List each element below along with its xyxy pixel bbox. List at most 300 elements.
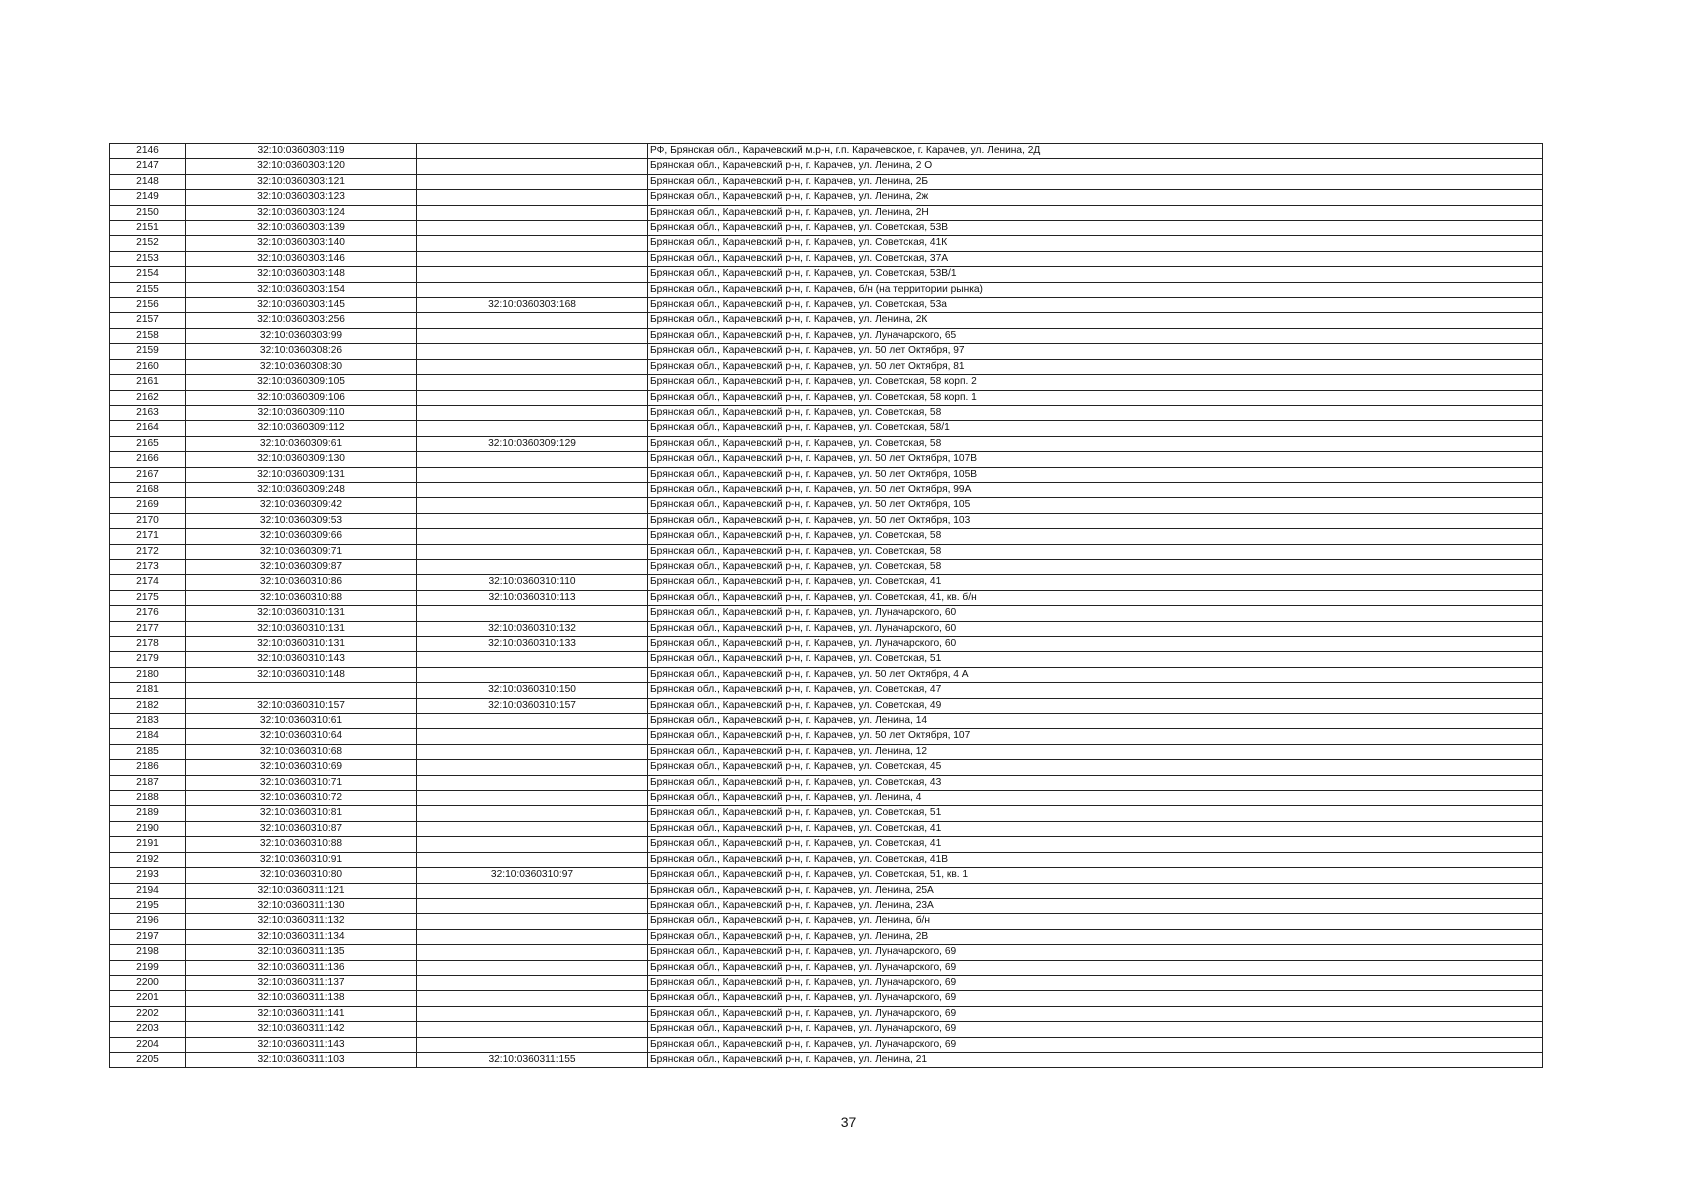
related-cadastral-number-cell: [417, 1022, 648, 1037]
related-cadastral-number-cell: [417, 236, 648, 251]
table-row: [110, 837, 1543, 852]
address-cell: Брянская обл., Карачевский р-н, г. Карачев, ул. Советская, 41: [648, 821, 1543, 836]
related-cadastral-number-cell: [417, 960, 648, 975]
cadastral-number-cell: 32:10:0360303:124: [186, 205, 417, 220]
cadastral-number-cell: 32:10:0360310:64: [186, 729, 417, 744]
cadastral-number-cell: 32:10:0360303:120: [186, 159, 417, 174]
row-number-cell: 2167: [110, 467, 186, 482]
cadastral-number-cell: 32:10:0360310:91: [186, 852, 417, 867]
table-row: [110, 190, 1543, 205]
address-cell: Брянская обл., Карачевский р-н, г. Карачев, ул. Советская, 51: [648, 806, 1543, 821]
table-row: [110, 991, 1543, 1006]
address-cell: РФ, Брянская обл., Карачевский м.р-н, г.п. Карачевское, г. Карачев, ул. Ленина, 2Д: [648, 144, 1543, 159]
related-cadastral-number-cell: [417, 760, 648, 775]
cadastral-number-cell: 32:10:0360309:131: [186, 467, 417, 482]
row-number-cell: 2181: [110, 683, 186, 698]
address-cell: Брянская обл., Карачевский р-н, г. Карачев, ул. 50 лет Октября, 97: [648, 344, 1543, 359]
related-cadastral-number-cell: [417, 328, 648, 343]
cadastral-number-cell: 32:10:0360309:248: [186, 482, 417, 497]
cadastral-number-cell: 32:10:0360309:53: [186, 513, 417, 528]
related-cadastral-number-cell: [417, 498, 648, 513]
address-cell: Брянская обл., Карачевский р-н, г. Карачев, ул. Советская, 45: [648, 760, 1543, 775]
table-row: [110, 251, 1543, 266]
row-number-cell: 2200: [110, 975, 186, 990]
table-row: [110, 806, 1543, 821]
cadastral-number-cell: 32:10:0360311:137: [186, 975, 417, 990]
table-row: [110, 852, 1543, 867]
address-cell: Брянская обл., Карачевский р-н, г. Карачев, ул. Луначарского, 69: [648, 1022, 1543, 1037]
table-row: [110, 359, 1543, 374]
row-number-cell: 2194: [110, 883, 186, 898]
row-number-cell: 2179: [110, 652, 186, 667]
related-cadastral-number-cell: [417, 975, 648, 990]
related-cadastral-number-cell: [417, 898, 648, 913]
address-cell: Брянская обл., Карачевский р-н, г. Карачев, ул. 50 лет Октября, 105В: [648, 467, 1543, 482]
related-cadastral-number-cell: [417, 344, 648, 359]
address-cell: Брянская обл., Карачевский р-н, г. Карачев, ул. Советская, 41К: [648, 236, 1543, 251]
row-number-cell: 2174: [110, 575, 186, 590]
cadastral-number-cell: 32:10:0360310:148: [186, 667, 417, 682]
table-row: [110, 621, 1543, 636]
related-cadastral-number-cell: [417, 806, 648, 821]
cadastral-number-cell: 32:10:0360309:130: [186, 452, 417, 467]
cadastral-number-cell: 32:10:0360309:105: [186, 375, 417, 390]
cadastral-number-cell: 32:10:0360311:143: [186, 1037, 417, 1052]
row-number-cell: 2151: [110, 221, 186, 236]
address-cell: Брянская обл., Карачевский р-н, г. Карачев, ул. Луначарского, 69: [648, 1037, 1543, 1052]
address-cell: Брянская обл., Карачевский р-н, г. Карачев, ул. Советская, 58 корп. 2: [648, 375, 1543, 390]
row-number-cell: 2192: [110, 852, 186, 867]
table-row: [110, 729, 1543, 744]
address-cell: Брянская обл., Карачевский р-н, г. Карачев, ул. Советская, 53В: [648, 221, 1543, 236]
cadastral-number-cell: 32:10:0360310:88: [186, 837, 417, 852]
address-cell: Брянская обл., Карачевский р-н, г. Карачев, ул. Ленина, 21: [648, 1052, 1543, 1067]
address-cell: Брянская обл., Карачевский р-н, г. Карачев, ул. Ленина, 25А: [648, 883, 1543, 898]
related-cadastral-number-cell: 32:10:0360310:132: [417, 621, 648, 636]
cadastral-number-cell: 32:10:0360310:87: [186, 821, 417, 836]
table-row: [110, 298, 1543, 313]
table-row: [110, 714, 1543, 729]
related-cadastral-number-cell: [417, 190, 648, 205]
row-number-cell: 2155: [110, 282, 186, 297]
row-number-cell: 2196: [110, 914, 186, 929]
row-number-cell: 2188: [110, 791, 186, 806]
row-number-cell: 2177: [110, 621, 186, 636]
table-row: [110, 544, 1543, 559]
row-number-cell: 2153: [110, 251, 186, 266]
cadastral-number-cell: 32:10:0360310:69: [186, 760, 417, 775]
row-number-cell: 2150: [110, 205, 186, 220]
cadastral-number-cell: 32:10:0360310:131: [186, 606, 417, 621]
row-number-cell: 2148: [110, 174, 186, 189]
row-number-cell: 2154: [110, 267, 186, 282]
related-cadastral-number-cell: 32:10:0360309:129: [417, 436, 648, 451]
table-row: [110, 698, 1543, 713]
related-cadastral-number-cell: [417, 714, 648, 729]
row-number-cell: 2172: [110, 544, 186, 559]
row-number-cell: 2158: [110, 328, 186, 343]
cadastral-number-cell: 32:10:0360308:30: [186, 359, 417, 374]
related-cadastral-number-cell: [417, 667, 648, 682]
related-cadastral-number-cell: [417, 652, 648, 667]
related-cadastral-number-cell: [417, 775, 648, 790]
row-number-cell: 2170: [110, 513, 186, 528]
cadastral-number-cell: 32:10:0360311:142: [186, 1022, 417, 1037]
related-cadastral-number-cell: [417, 559, 648, 574]
address-cell: Брянская обл., Карачевский р-н, г. Карачев, ул. Луначарского, 60: [648, 606, 1543, 621]
address-cell: Брянская обл., Карачевский р-н, г. Карачев, ул. Советская, 41: [648, 575, 1543, 590]
related-cadastral-number-cell: [417, 1037, 648, 1052]
address-cell: Брянская обл., Карачевский р-н, г. Карачев, ул. Советская, 51, кв. 1: [648, 868, 1543, 883]
cadastral-number-cell: 32:10:0360310:157: [186, 698, 417, 713]
related-cadastral-number-cell: [417, 467, 648, 482]
row-number-cell: 2199: [110, 960, 186, 975]
related-cadastral-number-cell: [417, 251, 648, 266]
address-cell: Брянская обл., Карачевский р-н, г. Карачев, ул. 50 лет Октября, 105: [648, 498, 1543, 513]
row-number-cell: 2176: [110, 606, 186, 621]
cadastral-number-cell: 32:10:0360303:121: [186, 174, 417, 189]
address-cell: Брянская обл., Карачевский р-н, г. Карачев, ул. Советская, 47: [648, 683, 1543, 698]
address-cell: Брянская обл., Карачевский р-н, г. Карачев, ул. Советская, 43: [648, 775, 1543, 790]
row-number-cell: 2204: [110, 1037, 186, 1052]
related-cadastral-number-cell: 32:10:0360310:133: [417, 637, 648, 652]
address-cell: Брянская обл., Карачевский р-н, г. Карачев, ул. Луначарского, 69: [648, 975, 1543, 990]
table-row: [110, 898, 1543, 913]
table-row: [110, 328, 1543, 343]
row-number-cell: 2173: [110, 559, 186, 574]
address-cell: Брянская обл., Карачевский р-н, г. Карачев, ул. Луначарского, 60: [648, 621, 1543, 636]
row-number-cell: 2149: [110, 190, 186, 205]
cadastral-number-cell: 32:10:0360309:112: [186, 421, 417, 436]
related-cadastral-number-cell: [417, 837, 648, 852]
related-cadastral-number-cell: [417, 529, 648, 544]
table-row: [110, 883, 1543, 898]
table-row: [110, 513, 1543, 528]
registry-table: [109, 143, 1543, 1068]
address-cell: Брянская обл., Карачевский р-н, г. Карачев, ул. Луначарского, 65: [648, 328, 1543, 343]
table-row: [110, 1006, 1543, 1021]
table-row: [110, 559, 1543, 574]
related-cadastral-number-cell: [417, 159, 648, 174]
row-number-cell: 2201: [110, 991, 186, 1006]
row-number-cell: 2197: [110, 929, 186, 944]
address-cell: Брянская обл., Карачевский р-н, г. Карачев, ул. Ленина, 2 О: [648, 159, 1543, 174]
table-row: [110, 821, 1543, 836]
cadastral-number-cell: 32:10:0360311:134: [186, 929, 417, 944]
table-row: [110, 868, 1543, 883]
table-row: [110, 236, 1543, 251]
related-cadastral-number-cell: [417, 174, 648, 189]
table-row: [110, 375, 1543, 390]
row-number-cell: 2165: [110, 436, 186, 451]
related-cadastral-number-cell: [417, 729, 648, 744]
related-cadastral-number-cell: [417, 914, 648, 929]
address-cell: Брянская обл., Карачевский р-н, г. Карачев, ул. Советская, 41, кв. б/н: [648, 590, 1543, 605]
table-row: [110, 205, 1543, 220]
row-number-cell: 2198: [110, 945, 186, 960]
row-number-cell: 2190: [110, 821, 186, 836]
related-cadastral-number-cell: 32:10:0360310:97: [417, 868, 648, 883]
address-cell: Брянская обл., Карачевский р-н, г. Карачев, ул. Советская, 58: [648, 544, 1543, 559]
row-number-cell: 2164: [110, 421, 186, 436]
related-cadastral-number-cell: [417, 390, 648, 405]
address-cell: Брянская обл., Карачевский р-н, г. Карачев, ул. Советская, 53а: [648, 298, 1543, 313]
related-cadastral-number-cell: [417, 821, 648, 836]
table-row: [110, 775, 1543, 790]
row-number-cell: 2178: [110, 637, 186, 652]
address-cell: Брянская обл., Карачевский р-н, г. Карачев, ул. Советская, 58: [648, 529, 1543, 544]
related-cadastral-number-cell: [417, 744, 648, 759]
address-cell: Брянская обл., Карачевский р-н, г. Карачев, ул. Ленина, 2В: [648, 929, 1543, 944]
related-cadastral-number-cell: [417, 1006, 648, 1021]
table-row: [110, 590, 1543, 605]
related-cadastral-number-cell: [417, 945, 648, 960]
table-row: [110, 960, 1543, 975]
related-cadastral-number-cell: [417, 359, 648, 374]
address-cell: Брянская обл., Карачевский р-н, г. Карачев, ул. Советская, 58: [648, 405, 1543, 420]
related-cadastral-number-cell: [417, 482, 648, 497]
cadastral-number-cell: 32:10:0360311:136: [186, 960, 417, 975]
table-row: [110, 929, 1543, 944]
row-number-cell: 2183: [110, 714, 186, 729]
cadastral-number-cell: 32:10:0360311:135: [186, 945, 417, 960]
address-cell: Брянская обл., Карачевский р-н, г. Карачев, ул. Ленина, б/н: [648, 914, 1543, 929]
cadastral-number-cell: 32:10:0360303:99: [186, 328, 417, 343]
related-cadastral-number-cell: [417, 883, 648, 898]
row-number-cell: 2168: [110, 482, 186, 497]
related-cadastral-number-cell: [417, 852, 648, 867]
table-row: [110, 144, 1543, 159]
address-cell: Брянская обл., Карачевский р-н, г. Карачев, ул. Ленина, 2ж: [648, 190, 1543, 205]
row-number-cell: 2186: [110, 760, 186, 775]
registry-table-body: [110, 144, 1543, 1068]
cadastral-number-cell: 32:10:0360310:131: [186, 621, 417, 636]
row-number-cell: 2180: [110, 667, 186, 682]
cadastral-number-cell: 32:10:0360309:61: [186, 436, 417, 451]
cadastral-number-cell: 32:10:0360310:61: [186, 714, 417, 729]
related-cadastral-number-cell: [417, 375, 648, 390]
table-row: [110, 159, 1543, 174]
address-cell: Брянская обл., Карачевский р-н, г. Карачев, ул. Ленина, 23А: [648, 898, 1543, 913]
table-row: [110, 652, 1543, 667]
address-cell: Брянская обл., Карачевский р-н, г. Карачев, ул. Советская, 37А: [648, 251, 1543, 266]
address-cell: Брянская обл., Карачевский р-н, г. Карачев, ул. 50 лет Октября, 103: [648, 513, 1543, 528]
table-row: [110, 914, 1543, 929]
address-cell: Брянская обл., Карачевский р-н, г. Карачев, ул. Ленина, 2Н: [648, 205, 1543, 220]
table-row: [110, 482, 1543, 497]
related-cadastral-number-cell: [417, 791, 648, 806]
row-number-cell: 2163: [110, 405, 186, 420]
table-row: [110, 791, 1543, 806]
cadastral-number-cell: 32:10:0360303:148: [186, 267, 417, 282]
related-cadastral-number-cell: [417, 513, 648, 528]
cadastral-number-cell: 32:10:0360310:72: [186, 791, 417, 806]
cadastral-number-cell: 32:10:0360310:88: [186, 590, 417, 605]
table-row: [110, 421, 1543, 436]
page-number: 37: [840, 1114, 857, 1130]
row-number-cell: 2203: [110, 1022, 186, 1037]
row-number-cell: 2187: [110, 775, 186, 790]
address-cell: Брянская обл., Карачевский р-н, г. Карачев, ул. Советская, 58: [648, 559, 1543, 574]
cadastral-number-cell: 32:10:0360311:103: [186, 1052, 417, 1067]
cadastral-number-cell: 32:10:0360310:81: [186, 806, 417, 821]
related-cadastral-number-cell: 32:10:0360310:110: [417, 575, 648, 590]
related-cadastral-number-cell: [417, 929, 648, 944]
address-cell: Брянская обл., Карачевский р-н, г. Карачев, ул. Ленина, 2Б: [648, 174, 1543, 189]
table-row: [110, 667, 1543, 682]
address-cell: Брянская обл., Карачевский р-н, г. Карачев, ул. Ленина, 14: [648, 714, 1543, 729]
related-cadastral-number-cell: [417, 991, 648, 1006]
table-row: [110, 683, 1543, 698]
table-row: [110, 975, 1543, 990]
cadastral-number-cell: 32:10:0360311:132: [186, 914, 417, 929]
row-number-cell: 2191: [110, 837, 186, 852]
table-row: [110, 267, 1543, 282]
address-cell: Брянская обл., Карачевский р-н, г. Карачев, ул. 50 лет Октября, 107В: [648, 452, 1543, 467]
row-number-cell: 2175: [110, 590, 186, 605]
cadastral-number-cell: 32:10:0360309:42: [186, 498, 417, 513]
cadastral-number-cell: 32:10:0360309:71: [186, 544, 417, 559]
cadastral-number-cell: 32:10:0360303:140: [186, 236, 417, 251]
cadastral-number-cell: 32:10:0360310:86: [186, 575, 417, 590]
table-row: [110, 606, 1543, 621]
table-row: [110, 498, 1543, 513]
cadastral-number-cell: 32:10:0360311:138: [186, 991, 417, 1006]
cadastral-number-cell: 32:10:0360309:106: [186, 390, 417, 405]
address-cell: Брянская обл., Карачевский р-н, г. Карачев, ул. Луначарского, 69: [648, 945, 1543, 960]
row-number-cell: 2189: [110, 806, 186, 821]
address-cell: Брянская обл., Карачевский р-н, г. Карачев, ул. Луначарского, 60: [648, 637, 1543, 652]
cadastral-number-cell: 32:10:0360310:68: [186, 744, 417, 759]
row-number-cell: 2152: [110, 236, 186, 251]
cadastral-number-cell: 32:10:0360303:123: [186, 190, 417, 205]
cadastral-number-cell: [186, 683, 417, 698]
row-number-cell: 2193: [110, 868, 186, 883]
table-row: [110, 575, 1543, 590]
address-cell: Брянская обл., Карачевский р-н, г. Карачев, ул. Советская, 49: [648, 698, 1543, 713]
related-cadastral-number-cell: 32:10:0360311:155: [417, 1052, 648, 1067]
cadastral-number-cell: 32:10:0360311:130: [186, 898, 417, 913]
row-number-cell: 2147: [110, 159, 186, 174]
related-cadastral-number-cell: [417, 267, 648, 282]
address-cell: Брянская обл., Карачевский р-н, г. Карачев, ул. 50 лет Октября, 99А: [648, 482, 1543, 497]
cadastral-number-cell: 32:10:0360303:145: [186, 298, 417, 313]
cadastral-number-cell: 32:10:0360311:141: [186, 1006, 417, 1021]
related-cadastral-number-cell: [417, 452, 648, 467]
row-number-cell: 2169: [110, 498, 186, 513]
address-cell: Брянская обл., Карачевский р-н, г. Карачев, ул. Ленина, 4: [648, 791, 1543, 806]
related-cadastral-number-cell: 32:10:0360310:157: [417, 698, 648, 713]
table-row: [110, 467, 1543, 482]
address-cell: Брянская обл., Карачевский р-н, г. Карачев, ул. Ленина, 12: [648, 744, 1543, 759]
related-cadastral-number-cell: 32:10:0360303:168: [417, 298, 648, 313]
cadastral-number-cell: 32:10:0360303:146: [186, 251, 417, 266]
cadastral-number-cell: 32:10:0360310:143: [186, 652, 417, 667]
row-number-cell: 2161: [110, 375, 186, 390]
address-cell: Брянская обл., Карачевский р-н, г. Карачев, ул. Советская, 41В: [648, 852, 1543, 867]
table-row: [110, 344, 1543, 359]
table-row: [110, 529, 1543, 544]
address-cell: Брянская обл., Карачевский р-н, г. Карачев, ул. Луначарского, 69: [648, 991, 1543, 1006]
table-row: [110, 405, 1543, 420]
row-number-cell: 2160: [110, 359, 186, 374]
row-number-cell: 2182: [110, 698, 186, 713]
row-number-cell: 2146: [110, 144, 186, 159]
address-cell: Брянская обл., Карачевский р-н, г. Карачев, ул. 50 лет Октября, 4 А: [648, 667, 1543, 682]
row-number-cell: 2159: [110, 344, 186, 359]
address-cell: Брянская обл., Карачевский р-н, г. Карачев, ул. 50 лет Октября, 107: [648, 729, 1543, 744]
row-number-cell: 2195: [110, 898, 186, 913]
cadastral-number-cell: 32:10:0360310:71: [186, 775, 417, 790]
row-number-cell: 2162: [110, 390, 186, 405]
cadastral-number-cell: 32:10:0360311:121: [186, 883, 417, 898]
row-number-cell: 2205: [110, 1052, 186, 1067]
address-cell: Брянская обл., Карачевский р-н, г. Карачев, ул. Советская, 58 корп. 1: [648, 390, 1543, 405]
address-cell: Брянская обл., Карачевский р-н, г. Карачев, ул. 50 лет Октября, 81: [648, 359, 1543, 374]
related-cadastral-number-cell: [417, 313, 648, 328]
address-cell: Брянская обл., Карачевский р-н, г. Карачев, ул. Советская, 41: [648, 837, 1543, 852]
table-row: [110, 1022, 1543, 1037]
table-row: [110, 174, 1543, 189]
table-row: [110, 436, 1543, 451]
table-row: [110, 282, 1543, 297]
address-cell: Брянская обл., Карачевский р-н, г. Карачев, ул. Луначарского, 69: [648, 1006, 1543, 1021]
related-cadastral-number-cell: [417, 421, 648, 436]
related-cadastral-number-cell: [417, 221, 648, 236]
related-cadastral-number-cell: [417, 282, 648, 297]
related-cadastral-number-cell: 32:10:0360310:150: [417, 683, 648, 698]
row-number-cell: 2171: [110, 529, 186, 544]
table-row: [110, 1037, 1543, 1052]
address-cell: Брянская обл., Карачевский р-н, г. Карачев, ул. Советская, 53В/1: [648, 267, 1543, 282]
cadastral-number-cell: 32:10:0360303:119: [186, 144, 417, 159]
cadastral-number-cell: 32:10:0360308:26: [186, 344, 417, 359]
related-cadastral-number-cell: [417, 144, 648, 159]
related-cadastral-number-cell: [417, 405, 648, 420]
table-row: [110, 945, 1543, 960]
related-cadastral-number-cell: [417, 205, 648, 220]
related-cadastral-number-cell: [417, 544, 648, 559]
table-row: [110, 1052, 1543, 1067]
table-row: [110, 637, 1543, 652]
row-number-cell: 2184: [110, 729, 186, 744]
table-row: [110, 313, 1543, 328]
table-row: [110, 760, 1543, 775]
row-number-cell: 2157: [110, 313, 186, 328]
row-number-cell: 2185: [110, 744, 186, 759]
address-cell: Брянская обл., Карачевский р-н, г. Карачев, б/н (на территории рынка): [648, 282, 1543, 297]
cadastral-number-cell: 32:10:0360309:87: [186, 559, 417, 574]
table-row: [110, 390, 1543, 405]
related-cadastral-number-cell: 32:10:0360310:113: [417, 590, 648, 605]
table-row: [110, 744, 1543, 759]
row-number-cell: 2166: [110, 452, 186, 467]
cadastral-number-cell: 32:10:0360303:256: [186, 313, 417, 328]
table-row: [110, 221, 1543, 236]
row-number-cell: 2202: [110, 1006, 186, 1021]
address-cell: Брянская обл., Карачевский р-н, г. Карачев, ул. Советская, 58/1: [648, 421, 1543, 436]
cadastral-number-cell: 32:10:0360309:110: [186, 405, 417, 420]
address-cell: Брянская обл., Карачевский р-н, г. Карачев, ул. Советская, 58: [648, 436, 1543, 451]
related-cadastral-number-cell: [417, 606, 648, 621]
address-cell: Брянская обл., Карачевский р-н, г. Карачев, ул. Луначарского, 69: [648, 960, 1543, 975]
address-cell: Брянская обл., Карачевский р-н, г. Карачев, ул. Советская, 51: [648, 652, 1543, 667]
cadastral-number-cell: 32:10:0360310:131: [186, 637, 417, 652]
row-number-cell: 2156: [110, 298, 186, 313]
address-cell: Брянская обл., Карачевский р-н, г. Карачев, ул. Ленина, 2К: [648, 313, 1543, 328]
cadastral-number-cell: 32:10:0360303:154: [186, 282, 417, 297]
cadastral-number-cell: 32:10:0360310:80: [186, 868, 417, 883]
